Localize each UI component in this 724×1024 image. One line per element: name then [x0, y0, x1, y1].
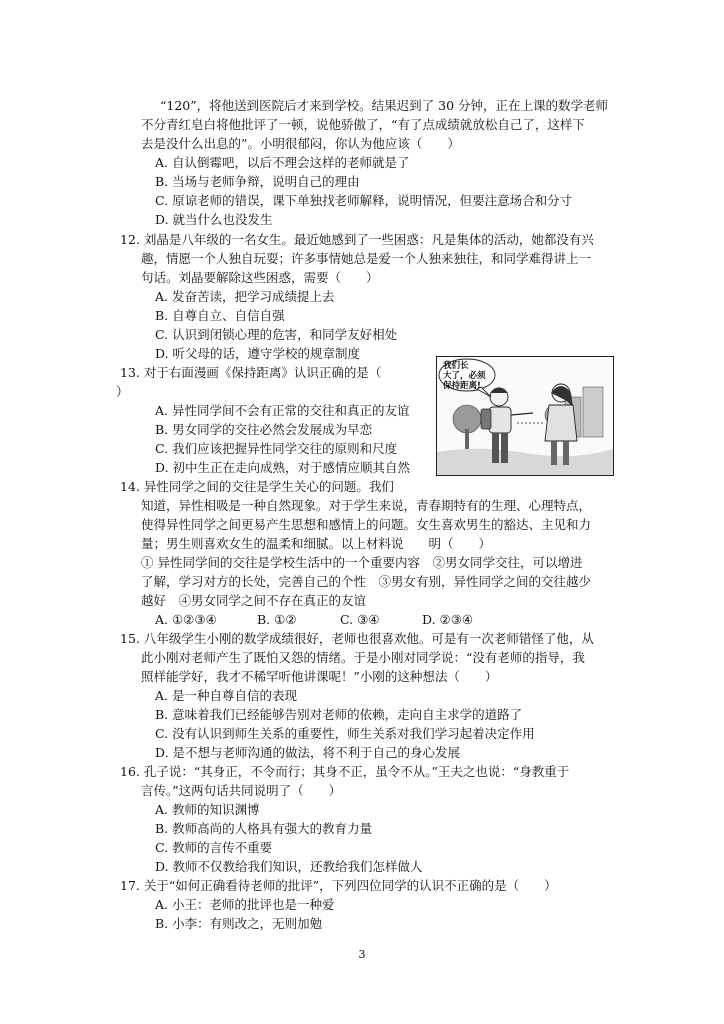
q12-stem-line-1: 12. 刘晶是八年级的一名女生。最近她感到了一些困惑：凡是集体的活动，她都没有兴 — [120, 232, 594, 247]
q12-option-d: D. 听父母的话，遵守学校的规章制度 — [155, 346, 361, 361]
q15-option-a: A. 是一种自尊自信的表现 — [155, 688, 297, 703]
q16-option-b: B. 教师高尚的人格具有强大的教育力量 — [155, 821, 373, 836]
q12-option-c: C. 认识到闭锁心理的危害，和同学友好相处 — [155, 327, 398, 342]
q16-option-d: D. 教师不仅教给我们知识，还教给我们怎样做人 — [155, 859, 423, 874]
q17-option-a: A. 小王：老师的批评也是一种爱 — [155, 897, 335, 912]
page-number: 3 — [358, 948, 366, 961]
q15-option-c: C. 没有认识到师生关系的重要性，师生关系对我们学习起着决定作用 — [155, 726, 535, 741]
q16-option-a: A. 教师的知识渊博 — [155, 802, 260, 817]
q16-stem-line-1: 16. 孔子说：“其身正，不令而行；其身不正，虽令不从。”王夫之也说：“身教重于 — [120, 764, 570, 779]
q14-stem-line-1: 14. 异性同学之间的交往是学生关心的问题。我们 — [120, 479, 394, 494]
q13-stem-line-1: 13. 对于右面漫画《保持距离》认识正确的是（ — [120, 365, 382, 380]
cartoon-caption-line-3: 保持距离! — [443, 381, 481, 391]
q14-stem-line-7: 越好 ④男女同学之间不存在真正的友谊 — [141, 593, 367, 608]
q11-option-b: B. 当场与老师争辩，说明自己的理由 — [155, 174, 360, 189]
q13-option-b: B. 男女同学的交往必然会发展成为早恋 — [155, 422, 373, 437]
q14-option-a: A. ①②③④ — [155, 612, 217, 627]
q13-option-d: D. 初中生正在走向成熟，对于感情应顺其自然 — [155, 460, 411, 475]
q12-stem-line-3: 句话。刘晶要解除这些困惑，需要（ ） — [141, 270, 379, 285]
q17-stem-line-1: 17. 关于“如何正确看待老师的批评”，下列四位同学的认识不正确的是（ ） — [120, 878, 557, 893]
q14-option-b: B. ①② — [257, 612, 297, 627]
q12-option-b: B. 自尊自立、自信自强 — [155, 308, 285, 323]
q12-stem-line-2: 趣，情愿一个人独自玩耍；许多事情她总是爱一个人独来独往，和同学难得讲上一 — [141, 251, 592, 266]
cartoon-caption-line-2: 大了，必须 — [443, 371, 486, 381]
q12-option-a: A. 发奋苦读，把学习成绩提上去 — [155, 289, 335, 304]
q11-stem-line-1: “120”，将他送到医院后才来到学校。结果迟到了 30 分钟，正在上课的数学老师 — [160, 98, 608, 113]
q15-stem-line-3: 照样能学好，我才不稀罕听他讲课呢！”小刚的这种想法（ ） — [141, 669, 498, 684]
q14-stem-line-3: 使得异性同学之间更易产生思想和感情上的问题。女生喜欢男生的豁达、主见和力 — [141, 517, 592, 532]
q14-stem-line-6: 了解，学习对方的长处，完善自己的个性 ③男女有别，异性同学之间的交往越少 — [141, 574, 592, 589]
q11-option-c: C. 原谅老师的错误，课下单独找老师解释，说明情况，但要注意场合和分寸 — [155, 193, 573, 208]
q13-option-c: C. 我们应该把握异性同学交往的原则和尺度 — [155, 441, 398, 456]
keep-distance-cartoon — [436, 356, 614, 476]
q14-stem-line-5: ① 异性同学间的交往是学校生活中的一个重要内容 ②男女同学交往，可以增进 — [141, 555, 583, 570]
cartoon-caption-line-1: 我们长 — [443, 361, 469, 371]
q11-stem-line-2: 不分青红皂白将他批评了一顿，说他骄傲了，“有了点成绩就放松自己了，这样下 — [141, 117, 585, 132]
q11-stem-line-3: 去是没什么出息的”。小明很郁闷，你认为他应该（ ） — [141, 136, 460, 151]
q13-option-a: A. 异性同学间不会有正常的交往和真正的友谊 — [155, 403, 410, 418]
q11-option-a: A. 自认倒霉吧，以后不理会这样的老师就是了 — [155, 155, 410, 170]
q17-option-b: B. 小李：有则改之，无则加勉 — [155, 916, 323, 931]
q15-stem-line-2: 此小刚对老师产生了既怕又怨的情绪。于是小刚对同学说：“没有老师的指导，我 — [141, 650, 585, 665]
q14-option-c: C. ③④ — [340, 612, 380, 627]
q16-stem-line-2: 言传。”这两句话共同说明了（ ） — [141, 783, 342, 798]
q16-option-c: C. 教师的言传不重要 — [155, 840, 273, 855]
q14-stem-line-2: 知道，异性相吸是一种自然现象。对于学生来说，青春期特有的生理、心理特点， — [141, 498, 592, 513]
q15-option-d: D. 是不想与老师沟通的做法，将不利于自己的身心发展 — [155, 745, 461, 760]
q14-stem-line-4: 量；男生则喜欢女生的温柔和细腻。以上材料说 明（ ） — [141, 536, 492, 551]
q14-option-d: D. ②③④ — [422, 612, 474, 627]
q11-option-d: D. 就当什么也没发生 — [155, 212, 273, 227]
q15-option-b: B. 意味着我们已经能够告别对老师的依赖，走向自主求学的道路了 — [155, 707, 523, 722]
q13-stem-line-2: ） — [116, 384, 129, 399]
q15-stem-line-1: 15. 八年级学生小刚的数学成绩很好，老师也很喜欢他。可是有一次老师错怪了他，从 — [120, 631, 594, 646]
